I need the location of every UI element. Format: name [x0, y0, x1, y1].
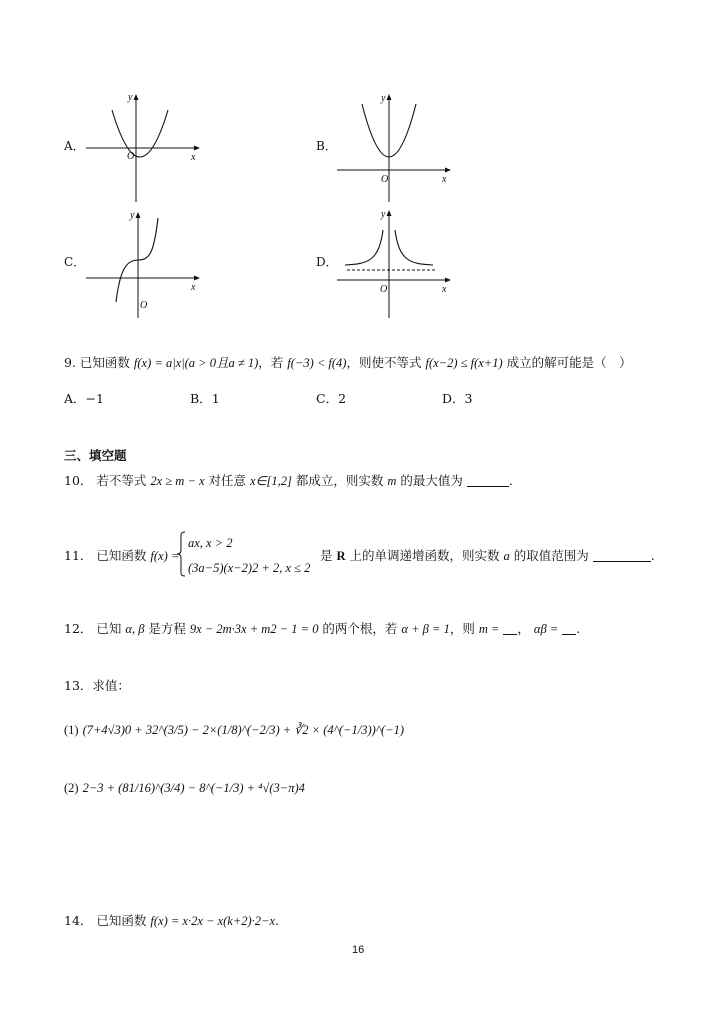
x-axis-arrow-icon	[445, 278, 451, 283]
question-10	[64, 475, 513, 488]
question-text: 已知函数	[79, 355, 130, 370]
question-text: ，若	[258, 355, 284, 370]
equals-sign: =	[171, 549, 179, 563]
graph-c	[86, 208, 204, 322]
option-label: D．	[442, 391, 465, 406]
question-text: 求值：	[92, 678, 130, 693]
ask-m: m =	[478, 622, 500, 636]
inequality-expression: f(x−2) ≤ f(x+1)	[425, 356, 503, 370]
question-13	[64, 680, 130, 693]
option-c-label: C．	[64, 255, 86, 269]
answer-blank-product[interactable]	[562, 634, 576, 635]
q9-option-d[interactable]	[442, 393, 472, 406]
variable: a	[503, 549, 510, 563]
y-axis-label: y	[381, 93, 386, 104]
graph-d	[337, 208, 455, 322]
question-14	[64, 915, 279, 928]
x-axis-arrow-icon	[445, 168, 451, 173]
question-number: 12．	[64, 621, 93, 636]
left-branch-curve	[345, 230, 383, 265]
question-text: 是	[320, 548, 333, 563]
option-label: A．	[64, 391, 86, 406]
graph-a	[86, 92, 204, 206]
question-number: 11．	[64, 548, 93, 563]
condition-expression: α + β = 1	[401, 622, 450, 636]
option-value: 3	[464, 391, 473, 406]
part-2-expression: 2−3 + (81/16)^(3/4) − 8^(−1/3) + ⁴√(3−π)4	[82, 781, 305, 795]
question-text: 若不等式	[96, 473, 147, 488]
inequality-expression: 2x ≥ m − x	[150, 474, 205, 488]
graph-b	[337, 92, 455, 206]
question-12	[64, 623, 580, 636]
y-axis-label: y	[128, 92, 133, 103]
question-text: 成立的解可能是（ ）	[506, 355, 632, 370]
variable: m	[387, 474, 397, 488]
part-label: (2)	[64, 781, 79, 795]
x-axis-arrow-icon	[194, 276, 200, 281]
option-label: C．	[316, 391, 339, 406]
q9-option-c[interactable]	[316, 393, 346, 406]
y-axis-arrow-icon	[134, 94, 139, 100]
page-number: 16	[352, 944, 365, 956]
function-definition: f(x) = a|x|(a > 0且a ≠ 1)	[133, 356, 259, 370]
question-text: 的取值范围为	[513, 548, 589, 563]
y-axis-arrow-icon	[387, 210, 392, 216]
answer-blank-m[interactable]	[503, 634, 517, 635]
question-text: 是方程	[148, 621, 186, 636]
question-text: 已知函数	[96, 913, 147, 928]
origin-label: O	[140, 300, 148, 311]
y-axis-arrow-icon	[136, 212, 141, 218]
part-label: (1)	[64, 723, 79, 737]
answer-blank[interactable]	[593, 561, 651, 562]
x-axis-arrow-icon	[194, 146, 200, 151]
question-text: 的两个根，若	[322, 621, 398, 636]
question-text: ，则使不等式	[346, 355, 422, 370]
question-text: 的最大值为	[400, 473, 463, 488]
question-text: 已知	[96, 621, 122, 636]
function-name: f(x)	[150, 549, 168, 563]
q9-option-a[interactable]	[64, 393, 104, 406]
roots: α, β	[125, 622, 145, 636]
origin-label: O	[127, 151, 135, 162]
y-axis-label: y	[381, 209, 386, 220]
q9-option-b[interactable]	[190, 393, 220, 406]
option-a-label: A．	[64, 139, 85, 153]
question-number: 13．	[64, 678, 93, 693]
period: .	[576, 621, 581, 636]
q13-part-1	[64, 724, 404, 737]
answer-blank[interactable]	[467, 486, 509, 487]
period: .	[275, 913, 280, 928]
question-number: 9.	[64, 355, 76, 370]
option-b-label: B．	[316, 139, 337, 153]
y-axis-label: y	[130, 210, 135, 221]
question-text: 已知函数	[96, 548, 147, 563]
domain-expression: x∈[1,2]	[250, 474, 292, 488]
question-text: 对任意	[208, 473, 247, 488]
question-text: 上的单调递增函数，则实数	[349, 548, 500, 563]
x-axis-label: x	[191, 282, 196, 293]
cubic-curve	[116, 218, 158, 302]
option-value: −1	[85, 391, 104, 406]
origin-label: O	[380, 284, 388, 295]
x-axis-label: x	[442, 284, 447, 295]
question-text: 都成立，则实数	[295, 473, 384, 488]
question-number: 14．	[64, 913, 93, 928]
q13-part-2	[64, 782, 305, 795]
ask-product: αβ =	[533, 622, 559, 636]
y-axis-arrow-icon	[387, 94, 392, 100]
period: .	[508, 473, 513, 488]
part-1-expression: (7+4√3)0 + 32^(3/5) − 2×(1/8)^(−2/3) + ∛2 × (4^(−1/3))^(−1)	[82, 723, 405, 737]
question-text: ，则	[449, 621, 475, 636]
option-d-label: D．	[316, 255, 338, 269]
piecewise-case-1: ax, x > 2	[188, 536, 233, 550]
option-value: 2	[338, 391, 347, 406]
x-axis-label: x	[442, 174, 447, 185]
question-9	[64, 357, 632, 370]
parabola-curve	[112, 110, 168, 157]
function-expression: f(x) = x·2x − x(k+2)·2−x	[150, 914, 276, 928]
question-11-tail	[320, 550, 655, 563]
question-11	[64, 550, 179, 563]
origin-label: O	[381, 174, 389, 185]
equation-expression: 9x − 2m·3x + m2 − 1 = 0	[189, 622, 319, 636]
section-heading: 三、填空题	[64, 448, 127, 463]
real-numbers-symbol: R	[336, 549, 346, 563]
option-label: B．	[190, 391, 212, 406]
separator: ，	[517, 621, 530, 636]
right-branch-curve	[395, 230, 433, 265]
piecewise-case-2: (3a−5)(x−2)2 + 2, x ≤ 2	[188, 561, 311, 575]
period: .	[650, 548, 655, 563]
condition-expression: f(−3) < f(4)	[287, 356, 347, 370]
question-number: 10．	[64, 473, 93, 488]
piecewise-brace	[176, 531, 186, 577]
option-value: 1	[211, 391, 220, 406]
x-axis-label: x	[191, 152, 196, 163]
